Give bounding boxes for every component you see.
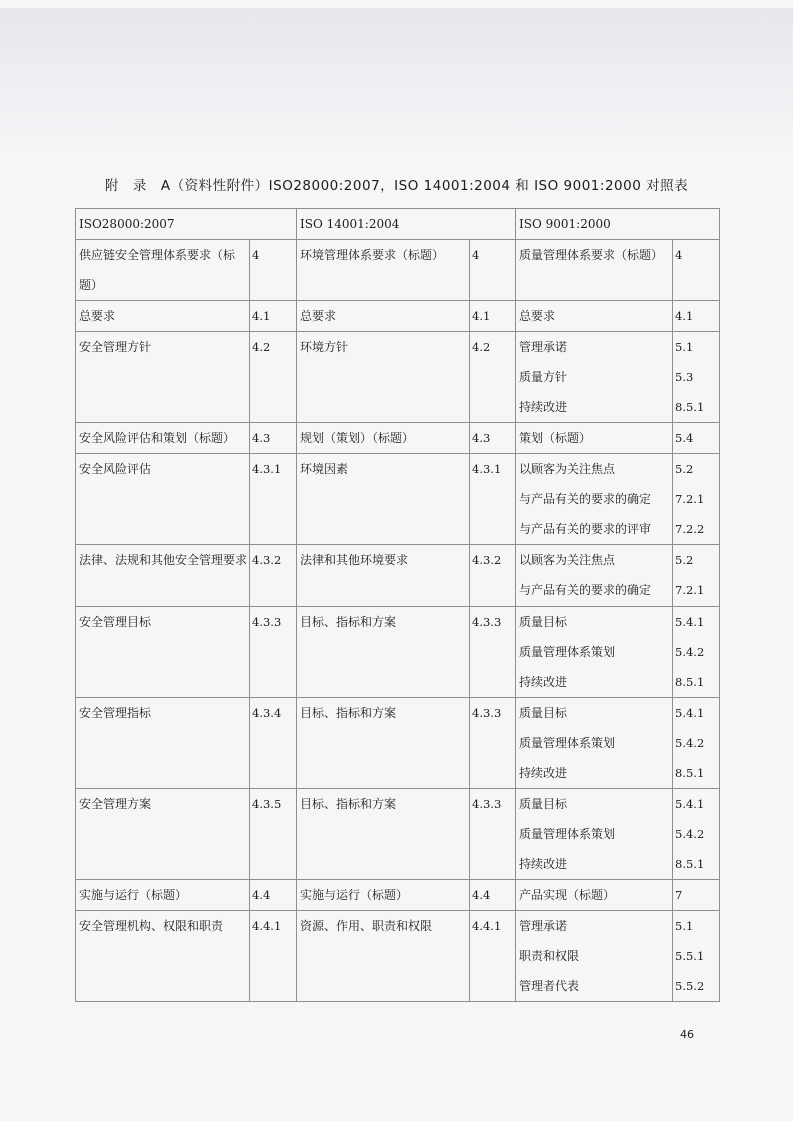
clause-title: 质量目标 [519,706,568,720]
iso14001-clause-cell [297,911,470,1002]
clause-number: 5.4.1 [675,706,705,720]
iso14001-number-cell [470,240,516,301]
clause-number: 5.4.1 [675,797,705,811]
clause-number: 4.3.3 [472,615,502,629]
iso28000-clause-cell [76,545,250,607]
clause-title: 质量管理体系策划 [519,645,616,659]
clause-number: 4.1 [675,309,694,323]
iso9001-number-cell [673,332,720,423]
header-iso14001: ISO 14001:2004 [297,209,516,240]
iso14001-number-cell [470,423,516,454]
clause-title: 职责和权限 [519,949,580,963]
clause-number: 4.3 [252,431,271,445]
iso9001-clause-cell [516,880,673,911]
clause-title: 总要求 [79,309,116,323]
clause-number: 4.4 [252,888,271,902]
clause-number: 4.3.5 [252,797,282,811]
iso9001-number-cell [673,301,720,332]
iso9001-clause-cell [516,911,673,1002]
clause-number: 4 [472,248,480,262]
clause-title: 安全管理方针 [79,340,152,354]
iso9001-number-cell [673,240,720,301]
clause-title: 质量管理体系要求（标题） [519,248,664,262]
clause-number: 8.5.1 [675,400,705,414]
iso14001-clause-cell [297,880,470,911]
clause-title: 安全管理目标 [79,615,152,629]
iso14001-number-cell [470,454,516,545]
clause-number: 4.3.1 [252,462,282,476]
iso28000-clause-cell [76,698,250,789]
clause-title: 产品实现（标题） [519,888,616,902]
clause-number: 4.2 [472,340,491,354]
iso28000-number-cell [250,240,297,301]
iso14001-number-cell [470,607,516,698]
iso9001-number-cell [673,607,720,698]
iso14001-number-cell [470,911,516,1002]
iso9001-clause-cell [516,607,673,698]
clause-number: 4.3.2 [472,553,502,567]
clause-title: 质量管理体系策划 [519,827,616,841]
table-row [76,301,720,332]
clause-number: 4.3.3 [472,797,502,811]
clause-number: 4.3.3 [252,615,282,629]
table-row [76,880,720,911]
clause-title: 规划（策划）（标题） [300,431,415,445]
clause-title: 管理承诺 [519,919,568,933]
iso14001-number-cell [470,789,516,880]
clause-title: 与产品有关的要求的确定 [519,492,652,506]
iso14001-number-cell [470,545,516,607]
clause-number: 4.4.1 [472,919,502,933]
clause-number: 4 [675,248,683,262]
clause-number: 4.3.2 [252,553,282,567]
clause-number: 7 [675,888,683,902]
clause-number: 5.4.2 [675,736,705,750]
iso28000-clause-cell [76,789,250,880]
iso28000-clause-cell [76,880,250,911]
iso9001-clause-cell [516,454,673,545]
clause-title: 持续改进 [519,857,568,871]
clause-title: 以顾客为关注焦点 [519,462,616,476]
iso28000-clause-cell [76,332,250,423]
clause-title: 环境管理体系要求（标题） [300,248,445,262]
clause-number: 4.2 [252,340,271,354]
clause-title: 法律、法规和其他安全管理要求 [79,553,248,567]
clause-number: 8.5.1 [675,857,705,871]
clause-title: 管理承诺 [519,340,568,354]
clause-title: 安全风险评估和策划（标题） [79,431,236,445]
iso9001-clause-cell [516,332,673,423]
clause-number: 4.4.1 [252,919,282,933]
scan-shadow-band [0,8,793,158]
clause-title: 质量管理体系策划 [519,736,616,750]
clause-title: 持续改进 [519,400,568,414]
table-row [76,607,720,698]
clause-number: 5.2 [675,553,694,567]
iso14001-number-cell [470,332,516,423]
iso28000-clause-cell [76,911,250,1002]
clause-number: 5.5.1 [675,949,705,963]
clause-title: 安全管理机构、权限和职责 [79,919,224,933]
clause-number: 5.1 [675,919,694,933]
iso28000-number-cell [250,911,297,1002]
clause-number: 4.3.3 [472,706,502,720]
comparison-table [75,208,720,1002]
clause-number: 4.3.1 [472,462,502,476]
iso28000-number-cell [250,301,297,332]
iso28000-number-cell [250,423,297,454]
clause-title: 与产品有关的要求的评审 [519,522,652,536]
iso14001-clause-cell [297,240,470,301]
iso28000-clause-cell [76,423,250,454]
clause-title: 目标、指标和方案 [300,615,397,629]
iso28000-number-cell [250,545,297,607]
iso14001-number-cell [470,880,516,911]
clause-number: 5.4.2 [675,827,705,841]
clause-number: 4.1 [252,309,271,323]
table-row [76,545,720,607]
iso9001-number-cell [673,454,720,545]
iso14001-clause-cell [297,301,470,332]
table-row [76,240,720,301]
table-row [76,698,720,789]
clause-title: 总要求 [300,309,337,323]
iso28000-number-cell [250,454,297,545]
iso28000-number-cell [250,332,297,423]
iso9001-clause-cell [516,545,673,607]
iso9001-clause-cell [516,698,673,789]
iso14001-clause-cell [297,545,470,607]
table-row [76,423,720,454]
clause-title: 法律和其他环境要求 [300,553,409,567]
iso28000-clause-cell [76,301,250,332]
clause-title: 总要求 [519,309,556,323]
iso14001-clause-cell [297,423,470,454]
iso9001-clause-cell [516,789,673,880]
clause-title: 质量目标 [519,797,568,811]
iso14001-number-cell [470,698,516,789]
clause-number: 4 [252,248,260,262]
page-title: 附 录 A（资料性附件）ISO28000:2007，ISO 14001:2004 和 ISO 9001:2000 对照表 [104,178,689,194]
iso9001-clause-cell [516,240,673,301]
clause-title: 目标、指标和方案 [300,706,397,720]
clause-number: 5.5.2 [675,979,705,993]
clause-number: 5.4.1 [675,615,705,629]
clause-number: 5.3 [675,370,694,384]
clause-number: 5.4 [675,431,694,445]
iso9001-clause-cell [516,423,673,454]
clause-number: 5.4.2 [675,645,705,659]
clause-number: 4.4 [472,888,491,902]
table-row [76,911,720,1002]
clause-number: 5.2 [675,462,694,476]
header-iso28000: ISO28000:2007 [76,209,297,240]
iso9001-number-cell [673,423,720,454]
table-row [76,454,720,545]
clause-number: 5.1 [675,340,694,354]
clause-number: 4.1 [472,309,491,323]
iso28000-number-cell [250,607,297,698]
iso9001-number-cell [673,698,720,789]
iso28000-clause-cell [76,240,250,301]
clause-title: 质量方针 [519,370,568,384]
iso9001-number-cell [673,789,720,880]
clause-title: 与产品有关的要求的确定 [519,583,652,597]
table-header-row [76,209,720,240]
clause-number: 8.5.1 [675,675,705,689]
header-iso9001: ISO 9001:2000 [516,209,720,240]
clause-title: 持续改进 [519,675,568,689]
clause-number: 7.2.1 [675,492,705,506]
iso14001-clause-cell [297,789,470,880]
iso28000-number-cell [250,789,297,880]
clause-title: 实施与运行（标题） [300,888,409,902]
clause-title: 以顾客为关注焦点 [519,553,616,567]
clause-title: 策划（标题） [519,431,592,445]
iso9001-number-cell [673,911,720,1002]
iso28000-clause-cell [76,607,250,698]
page-number: 46 [680,1028,694,1041]
iso9001-number-cell [673,545,720,607]
clause-title: 环境方针 [300,340,349,354]
iso14001-clause-cell [297,332,470,423]
clause-title: 环境因素 [300,462,349,476]
clause-number: 7.2.1 [675,583,705,597]
iso9001-number-cell [673,880,720,911]
clause-title: 安全管理方案 [79,797,152,811]
clause-title: 供应链安全管理体系要求（标题） [79,248,236,292]
clause-title: 安全风险评估 [79,462,152,476]
iso28000-clause-cell [76,454,250,545]
iso28000-number-cell [250,880,297,911]
clause-title: 安全管理指标 [79,706,152,720]
clause-number: 4.3.4 [252,706,282,720]
clause-title: 持续改进 [519,766,568,780]
clause-number: 4.3 [472,431,491,445]
clause-number: 8.5.1 [675,766,705,780]
table-row [76,789,720,880]
clause-title: 资源、作用、职责和权限 [300,919,433,933]
clause-number: 7.2.2 [675,522,705,536]
iso14001-clause-cell [297,454,470,545]
clause-title: 实施与运行（标题） [79,888,188,902]
iso14001-number-cell [470,301,516,332]
table-row [76,332,720,423]
clause-title: 质量目标 [519,615,568,629]
clause-title: 目标、指标和方案 [300,797,397,811]
iso14001-clause-cell [297,698,470,789]
iso28000-number-cell [250,698,297,789]
iso9001-clause-cell [516,301,673,332]
iso14001-clause-cell [297,607,470,698]
clause-title: 管理者代表 [519,979,580,993]
